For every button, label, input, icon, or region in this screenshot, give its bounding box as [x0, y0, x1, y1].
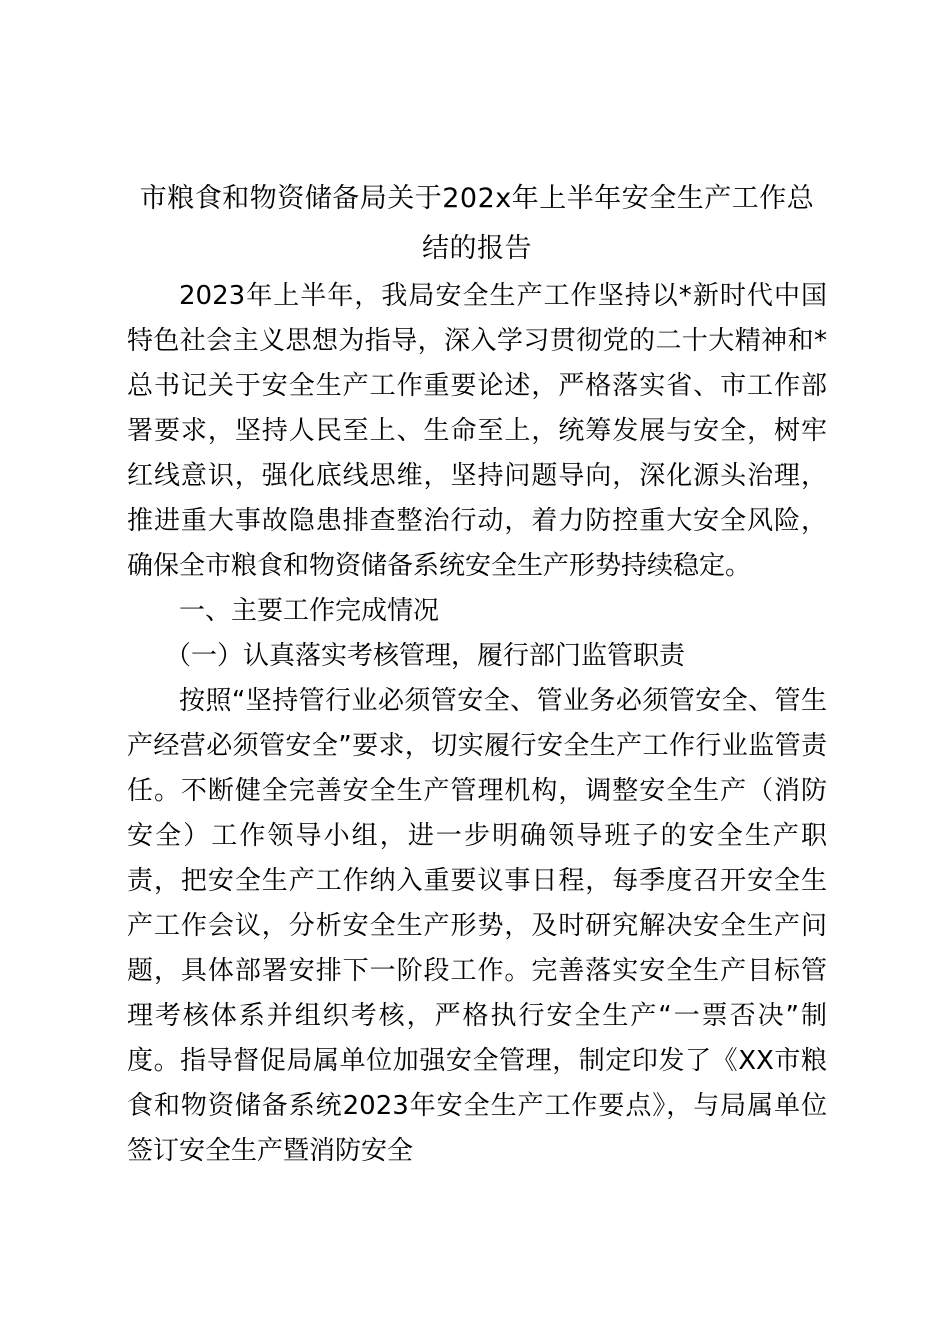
document-title: 市粮食和物资储备局关于202x年上半年安全生产工作总结的报告	[139, 183, 815, 264]
section-heading-main-work: 一、主要工作完成情况	[179, 596, 440, 626]
subsection-heading-assessment: （一）认真落实考核管理，履行部门监管职责	[165, 641, 686, 671]
subsection-body-paragraph: 按照“坚持管行业必须管安全、管业务必须管安全、管生产经营必须管安全”要求，切实履行安全生产工作行业监管责任。不断健全完善安全生产管理机构，调整安全生产（消防安全）工作领导小组，进一步明确领导班子的安全生产职责，把安全生产工作纳入重要议事日程，每季度召开安全生产工作会议，分析安全生产形势，及时研究解决安全生产问题，具体部署安排下一阶段工作。完善落实安全生产目标管理考核体系并组织考核，严格执行安全生产“一票否决”制度。指导督促局属单位加强安全管理，制定印发了《XX市粮食和物资储备系统2023年安全生产工作要点》，与局属单位签订安全生产暨消防安全	[127, 686, 827, 1166]
intro-paragraph: 2023年上半年，我局安全生产工作坚持以*新时代中国特色社会主义思想为指导，深入学习贯彻党的二十大精神和*总书记关于安全生产工作重要论述，严格落实省、市工作部署要求，坚持人民至上、生命至上，统筹发展与安全，树牢红线意识，强化底线思维，坚持问题导向，深化源头治理，推进重大事故隐患排查整治行动，着力防控重大安全风险，确保全市粮食和物资储备系统安全生产形势持续稳定。	[127, 281, 827, 581]
document-body	[127, 174, 827, 1174]
